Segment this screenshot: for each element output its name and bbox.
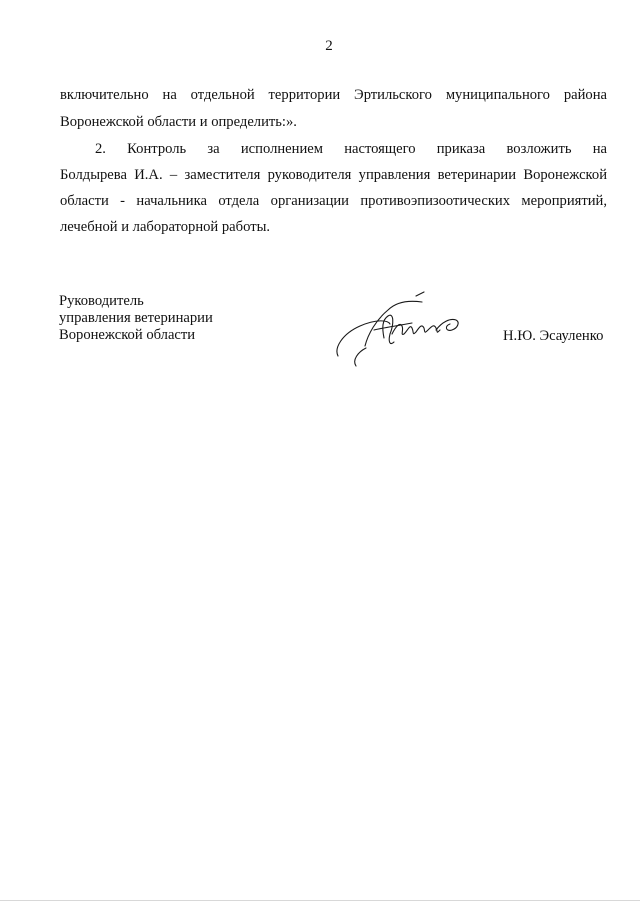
paragraph-2-line-4: лечебной и лабораторной работы. [60, 219, 271, 235]
paragraph-1-line-2: Воронежской области и определить:». [60, 114, 297, 130]
paragraph-2-line-1: 2. Контроль за исполнением настоящего приказа возложить на [95, 141, 607, 157]
page-number: 2 [325, 38, 333, 54]
paragraph-1-line-1: включительно на отдельной территории Эртильского муниципального района [60, 87, 607, 103]
paragraph-2-line-2: Болдырева И.А. – заместителя руководителя управления ветеринарии Воронежской [60, 167, 607, 183]
page-bottom-edge [0, 900, 640, 901]
paragraph-2-line-3: области - начальника отдела организации противоэпизоотических мероприятий, [60, 193, 607, 209]
signer-title-line-1: Руководитель [59, 293, 144, 309]
handwritten-signature [330, 290, 470, 370]
signer-title-line-2: управления ветеринарии [59, 310, 213, 326]
signer-name: Н.Ю. Эсауленко [503, 328, 604, 344]
signer-title-block [59, 293, 213, 344]
signer-title-line-3: Воронежской области [59, 327, 196, 343]
